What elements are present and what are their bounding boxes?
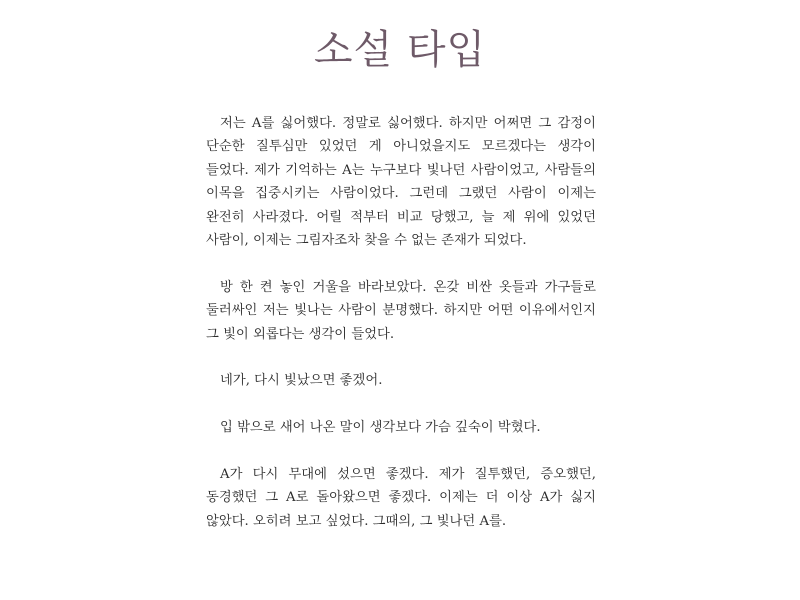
story-body — [206, 112, 596, 533]
paragraph: 저는 A를 싫어했다. 정말로 싫어했다. 하지만 어쩌면 그 감정이 단순한 질투심만 있었던 게 아니었을지도 모르겠다는 생각이 들었다. 제가 기억하는 A는 누구보다 빛나던 사람이었고, 사람들의 이목을 집중시키는 사람이었다. 그런데 그랬던 사람이 이제는 완전히 사라졌다. 어릴 적부터 비교 당했고, 늘 제 위에 있었던 사람이, 이제는 그림자조차 찾을 수 없는 존재가 되었다. — [206, 116, 596, 249]
page-title: 소설 타입 — [313, 27, 487, 73]
paragraph: 입 밖으로 새어 나온 말이 생각보다 가슴 깊숙이 박혔다. — [220, 420, 541, 436]
paragraph: 방 한 켠 놓인 거울을 바라보았다. 온갖 비싼 옷들과 가구들로 둘러싸인 저는 빛나는 사람이 분명했다. 하지만 어떤 이유에서인지 그 빛이 외롭다는 생각이 들었다. — [206, 279, 596, 342]
paragraph: A가 다시 무대에 섰으면 좋겠다. 제가 질투했던, 증오했던, 동경했던 그 A로 돌아왔으면 좋겠다. 이제는 더 이상 A가 싫지 않았다. 오히려 보고 싶었다. 그때의, 그 빛나던 A를. — [206, 467, 596, 529]
paragraph: 네가, 다시 빛났으면 좋겠어. — [220, 373, 383, 389]
